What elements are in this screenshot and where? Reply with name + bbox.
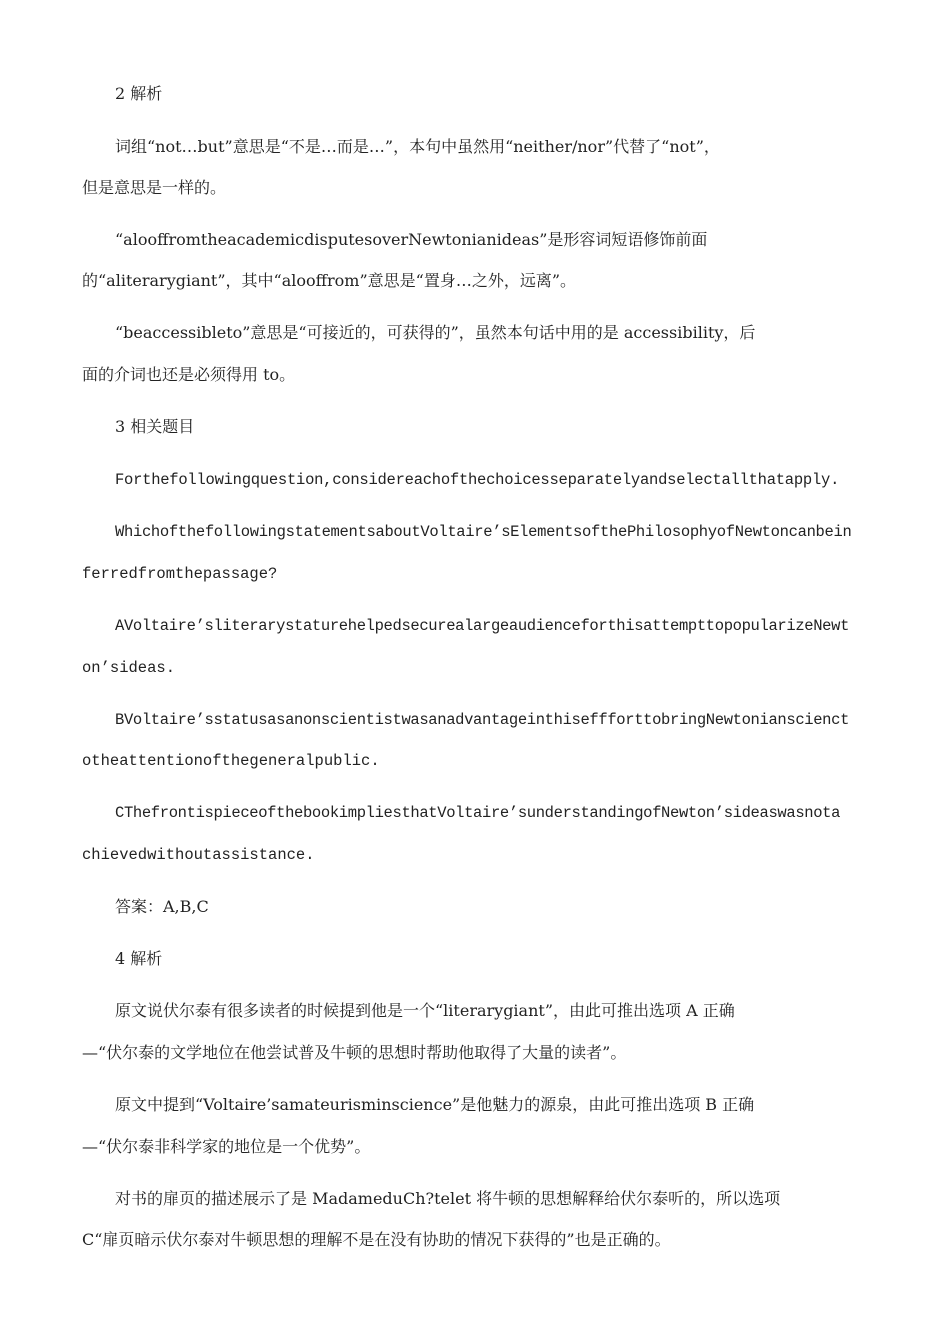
paragraph-line: 面的介词也还是必须得用 to。 [82,365,296,384]
choice-b-line: otheattentionofthegeneralpublic. [82,752,380,770]
choice-a-line: AVoltaire’sliterarystaturehelpedsecurealargeaudienceforthisattempttopopularizeNewt [115,617,850,635]
paragraph-line: —“伏尔泰的文学地位在他尝试普及牛顿的思想时帮助他取得了大量的读者”。 [82,1043,627,1062]
answer-line: 答案：A,B,C [115,897,209,916]
paragraph-line: 但是意思是一样的。 [82,178,227,197]
question-stem-line: ferredfromthepassage? [82,565,278,583]
paragraph-line: 对书的扉页的描述展示了是 MadameduCh?telet 将牛顿的思想解释给伏尔泰听的，所以选项 [115,1189,781,1208]
section-heading-4-analysis: 4 解析 [115,949,163,968]
paragraph-line: 原文说伏尔泰有很多读者的时候提到他是一个“literarygiant”，由此可推出选项 A 正确 [115,1001,735,1020]
paragraph-line: 的“aliterarygiant”，其中“alooffrom”意思是“置身…之外，远离”。 [82,271,577,290]
question-stem-line: WhichofthefollowingstatementsaboutVoltaire’sElementsofthePhilosophyofNewtoncanbein [115,523,852,541]
section-heading-3-related-questions: 3 相关题目 [115,417,195,436]
paragraph-line: “beaccessibleto”意思是“可接近的，可获得的”，虽然本句话中用的是 accessibility，后 [115,323,756,342]
section-heading-2-analysis: 2 解析 [115,84,163,103]
paragraph-line: “alooffromtheacademicdisputesoverNewtonianideas”是形容词短语修饰前面 [115,230,708,249]
paragraph-line: C“扉页暗示伏尔泰对牛顿思想的理解不是在没有协助的情况下获得的”也是正确的。 [82,1230,671,1249]
paragraph-line: 词组“not…but”意思是“不是…而是…”，本句中虽然用“neither/nor”代替了“not”， [115,137,720,156]
paragraph-line: —“伏尔泰非科学家的地位是一个优势”。 [82,1137,371,1156]
choice-c-line: chievedwithoutassistance. [82,846,315,864]
choice-c-line: CThefrontispieceofthebookimpliesthatVoltaire’sunderstandingofNewton’sideaswasnota [115,804,841,822]
choice-a-line: on’sideas. [82,659,176,677]
choice-b-line: BVoltaire’sstatusasanonscientistwasanadvantageinthiseffforttobringNewtonianscienct [115,711,850,729]
question-instruction: Forthefollowingquestion,considereachofthechoicesseparatelyandselectallthatapply. [115,471,840,489]
paragraph-line: 原文中提到“Voltaire’samateurisminscience”是他魅力的源泉，由此可推出选项 B 正确 [115,1095,755,1114]
